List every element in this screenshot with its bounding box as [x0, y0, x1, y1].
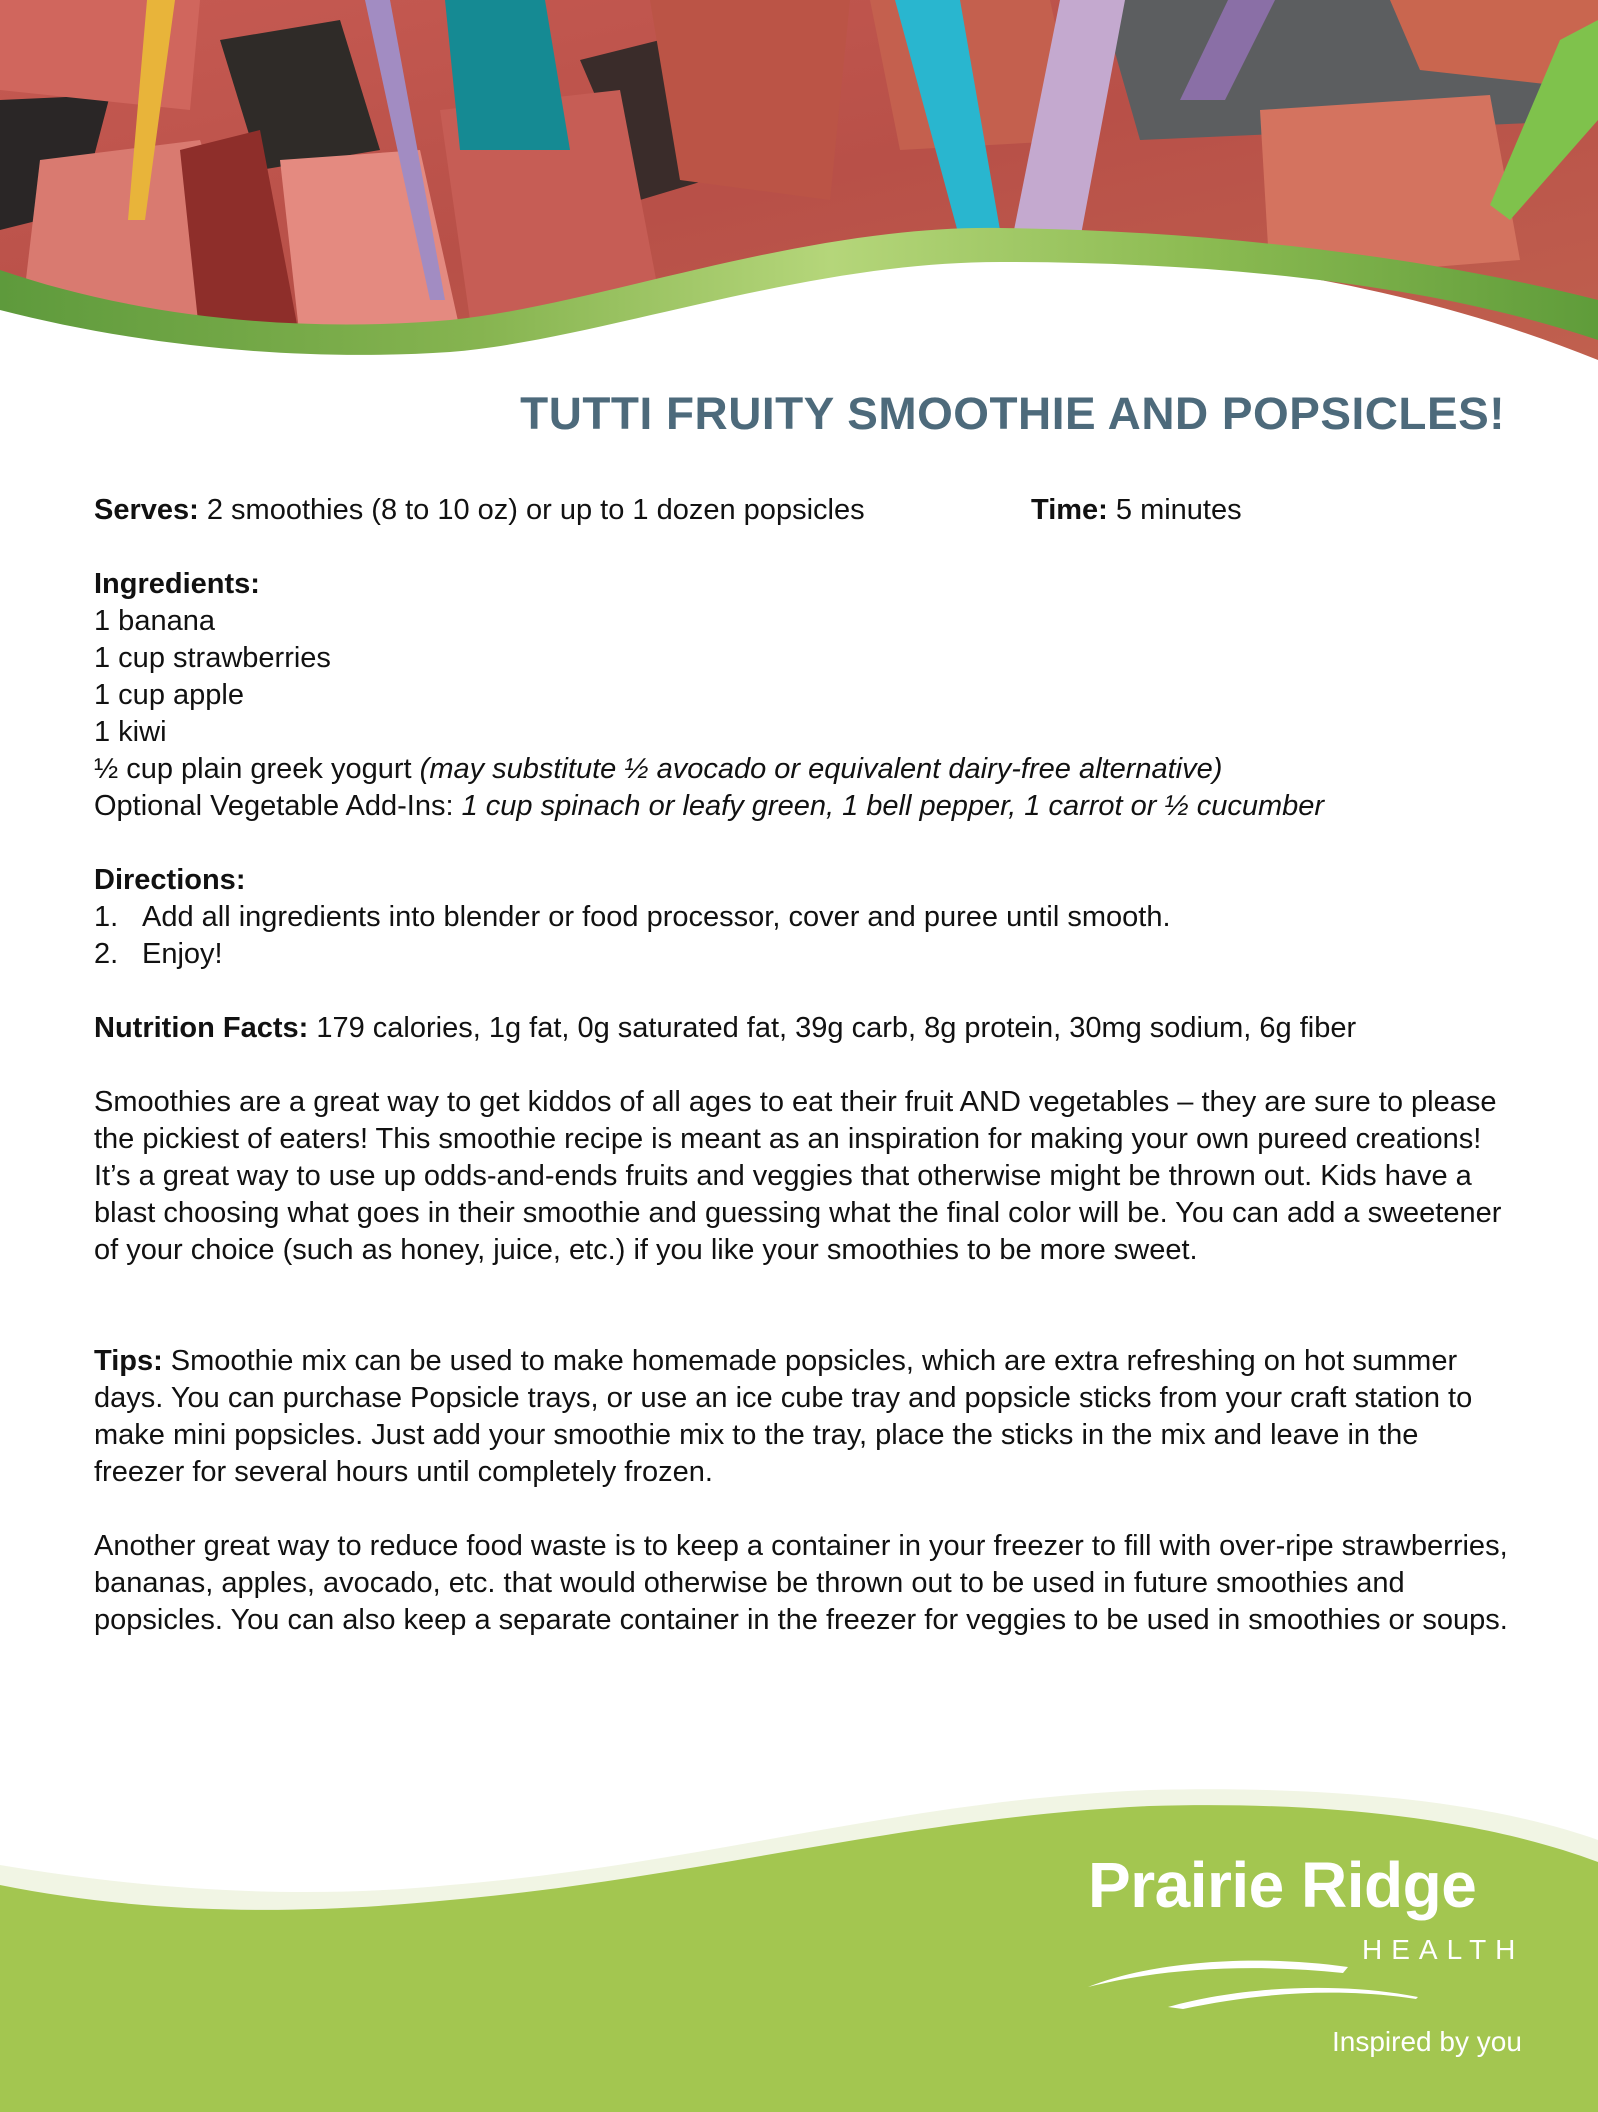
direction-step	[94, 936, 1514, 973]
tips-text: Smoothie mix can be used to make homemade popsicles, which are extra refreshing on hot summer days. You can purchase Popsicle trays, or use an ice cube tray and popsicle sticks from your craft station to make mini popsicles. Just add your smoothie mix to the tray, place the sticks in the mix and leave in the freezer for several hours until completely frozen.	[94, 1345, 1473, 1488]
ingredient-item: 1 kiwi	[94, 716, 167, 748]
step-text: Add all ingredients into blender or food processor, cover and puree until smooth.	[142, 901, 1171, 933]
tips-label: Tips:	[94, 1345, 163, 1377]
serves-value: 2 smoothies (8 to 10 oz) or up to 1 dozen popsicles	[198, 494, 865, 526]
food-waste-paragraph: Another great way to reduce food waste is to keep a container in your freezer to fill with over-ripe strawberries, bananas, apples, avocado, etc. that would otherwise be thrown out to be used in future smoothies and popsicles. You can also keep a separate container in the freezer for veggies to be used in smoothies or soups.	[94, 1530, 1508, 1636]
ingredient-item: 1 banana	[94, 605, 215, 637]
serves-label: Serves:	[94, 494, 199, 526]
step-number: 1.	[94, 901, 119, 933]
recipe-content	[94, 492, 1514, 1639]
ingredient-item: 1 cup apple	[94, 679, 244, 711]
nutrition-text: 179 calories, 1g fat, 0g saturated fat, 39g carb, 8g protein, 30mg sodium, 6g fiber	[308, 1012, 1357, 1044]
optional-label: Optional Vegetable Add-Ins:	[94, 790, 462, 822]
time-line	[1031, 492, 1242, 529]
optional-text: 1 cup spinach or leafy green, 1 bell pepper, 1 carrot or ½ cucumber	[461, 790, 1325, 822]
tips-paragraph	[94, 1343, 1514, 1491]
optional-addins	[94, 788, 1514, 825]
nutrition-facts	[94, 1010, 1514, 1047]
brand-tagline: Inspired by you	[1332, 2026, 1522, 2057]
popsicle-photo-illustration	[0, 0, 1598, 360]
ingredients-heading: Ingredients:	[94, 568, 260, 600]
ingredient-item: 1 cup strawberries	[94, 642, 331, 674]
step-text: Enjoy!	[142, 938, 223, 970]
direction-step	[94, 899, 1514, 936]
ingredient-item-yogurt	[94, 751, 1514, 788]
step-number: 2.	[94, 938, 119, 970]
brand-swoosh-icon	[1088, 1945, 1428, 2020]
header-photo	[0, 0, 1598, 360]
directions-heading: Directions:	[94, 864, 246, 896]
serves-line	[94, 494, 865, 526]
serves-time-row	[94, 492, 1514, 529]
intro-paragraph: Smoothies are a great way to get kiddos of all ages to eat their fruit AND vegetables – they are sure to please the pickiest of eaters! This smoothie recipe is meant as an inspiration for making your own pureed creations! It’s a great way to use up odds-and-ends fruits and veggies that otherwise might be thrown out. Kids have a blast choosing what goes in their smoothie and guessing what the final color will be. You can add a sweetener of your choice (such as honey, juice, etc.) if you like your smoothies to be more sweet.	[94, 1086, 1502, 1266]
yogurt-note: (may substitute ½ avocado or equivalent dairy-free alternative)	[419, 753, 1223, 785]
page-title: TUTTI FRUITY SMOOTHIE AND POPSICLES!	[520, 388, 1505, 439]
yogurt-text: ½ cup plain greek yogurt	[94, 753, 420, 785]
time-label: Time:	[1031, 494, 1108, 526]
nutrition-label: Nutrition Facts:	[94, 1012, 309, 1044]
brand-logo-sub: HEALTH	[1362, 1934, 1525, 1965]
time-value: 5 minutes	[1107, 494, 1242, 526]
brand-logo-name: Prairie Ridge	[1088, 1849, 1477, 1921]
